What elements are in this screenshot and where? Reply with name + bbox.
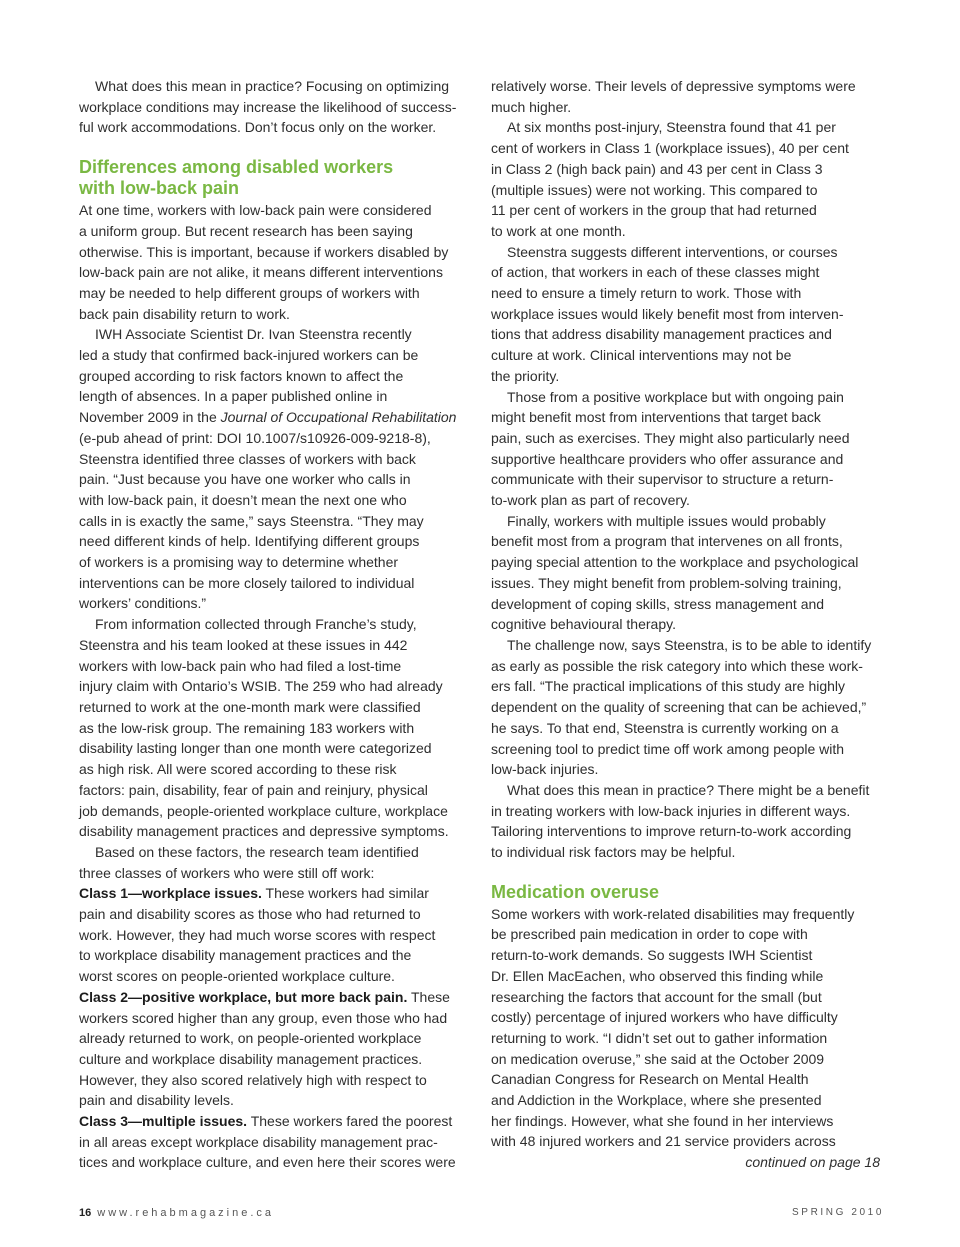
issue-label: SPRING 2010 [792, 1207, 884, 1218]
page-number: 16 [79, 1207, 92, 1219]
paragraph-medication: Some workers with work-related disabilities may frequently be prescribed pain medication in order to cope with return-to-work demands. So suggests IWH Scientist Dr. Ellen MacEachen, who observed this finding while researching the factors that account for the small (but costly) percentage of injured workers who have difficulty returning to work. “I didn’t set out to gather information on medication overuse,” she said at the October 2009 Canadian Congress for Research on Mental Health and Addiction in the Workplace, where she presented her findings. However, what she found in her interviews with 48 injured workers and 21 service providers across [491, 905, 855, 1150]
paragraph-text: (e-pub ahead of print: DOI 10.1007/s10926-009-9218-8), Steenstra identified three classes of workers with back pain. “Just because you have one worker who calls in with low-back pain, it doesn’t mean the next one who calls in is exactly the same,” says Steenstra. “They may need different kinds of help. Identifying different groups of workers is a promising way to determine whether interventions can be more closely tailored to individual workers’ conditions.” [79, 429, 431, 612]
right-column [491, 76, 880, 1173]
footer-left [79, 1206, 274, 1220]
class-1-paragraph [79, 883, 469, 987]
class-2-label: Class 2—positive workplace, but more back pain. [79, 988, 408, 1005]
paragraph-positive-workplace: Those from a positive workplace but with ongoing pain might benefit most from interventions that target back pain, such as exercises. They might also particularly need supportive healthcare providers who offer assurance and communicate with their supervisor to structure a return- to-work plan as part of recovery. [491, 388, 850, 509]
paragraph-three-classes: Based on these factors, the research team identified three classes of workers who were still off work: [79, 843, 419, 881]
paragraph-multiple-issues: Finally, workers with multiple issues would probably benefit most from a program that intervenes on all fronts, paying special attention to the workplace and psychological issues. They might benefit from problem-solving training, development of coping skills, stress management and cognitive behavioural therapy. [491, 512, 859, 633]
intro-paragraph: What does this mean in practice? Focusing on optimizing workplace conditions may increase the likelihood of success- ful work accommodations. Don’t focus only on the worker. [79, 78, 457, 136]
section-heading-medication: Medication overuse [491, 881, 660, 902]
section-heading-differences: Differences among disabled workers with low-back pain [79, 157, 394, 199]
class-3-paragraph [79, 1111, 469, 1173]
class-2-text: These workers scored higher than any group, even those who had already returned to work, on people-oriented workplace culture and workplace disability management practices. However, they also scored relatively high with respect to pain and disability levels. [79, 988, 450, 1109]
paragraph-interventions: Steenstra suggests different interventions, or courses of action, that workers in each of these classes might need to ensure a timely return to work. Those with workplace issues would likely benefit most from interven- tions that address disability management practices and culture at work. Clinical interventions may not be the priority. [491, 243, 844, 384]
continued-note: continued on page 18 [745, 1154, 880, 1171]
class-3-label: Class 3—multiple issues. [79, 1113, 248, 1130]
class-3-text: These workers fared the poorest in all areas except workplace disability management prac- tices and workplace culture, and even here their scores were [79, 1113, 456, 1171]
paragraph-steenstra-study [79, 324, 469, 614]
paragraph-practice: What does this mean in practice? There might be a benefit in treating workers with low-back injuries in different ways. Tailoring interventions to improve return-to-work according to individual risk factors may be helpful. [491, 781, 870, 861]
paragraph-continuation: relatively worse. Their levels of depressive symptoms were much higher. [491, 78, 856, 115]
paragraph-challenge: The challenge now, says Steenstra, is to be able to identify as early as possible the risk category into which these work- ers fall. “The practical implications of this study are highly dependent on the quality of screening that can be achieved,” he says. To that end, Steenstra is currently working on a screening tool to predict time off work among people with low-back injuries. [491, 636, 872, 778]
class-1-label: Class 1—workplace issues. [79, 885, 262, 902]
class-2-paragraph [79, 987, 469, 1111]
journal-title: Journal of Occupational Rehabilitation [220, 409, 457, 426]
paragraph-franche-study: From information collected through Franche’s study, Steenstra and his team looked at these issues in 442 workers with low-back pain who had filed a lost-time injury claim with Ontario’s WSIB. The 259 who had already returned to work at the one-month mark were classified as the low-risk group. The remaining 183 workers with disability lasting longer than one month were categorized as high risk. All were scored according to these risk factors: pain, disability, fear of pain and reinjury, physical job demands, people-oriented workplace culture, workplace disability management practices and depressive symptoms. [79, 616, 449, 840]
website-url: www.rehabmagazine.ca [97, 1207, 275, 1219]
class-1-text: These workers had similar pain and disability scores as those who had returned to work. However, they had much worse scores with respect to workplace disability management practices and the worst scores on people-oriented workplace culture. [79, 885, 436, 985]
paragraph-uniform-group: At one time, workers with low-back pain were considered a uniform group. But recent research has been saying otherwise. This is important, because if workers disabled by low-back pain are not alike, it means different interventions may be needed to help different groups of workers with back pain disability return to work. [79, 202, 449, 322]
paragraph-text: IWH Associate Scientist Dr. Ivan Steenstra recently led a study that confirmed back-injured workers can be grouped according to risk factors known to affect the length of absences. In a paper published online in November 2009 in the [79, 326, 419, 426]
paragraph-six-months: At six months post-injury, Steenstra found that 41 per cent of workers in Class 1 (workplace issues), 40 per cent in Class 2 (high back pain) and 43 per cent in Class 3 (multiple issues) were not working. This compared to 11 per cent of workers in the group that had returned to work at one month. [491, 119, 849, 239]
left-column [79, 76, 469, 1173]
